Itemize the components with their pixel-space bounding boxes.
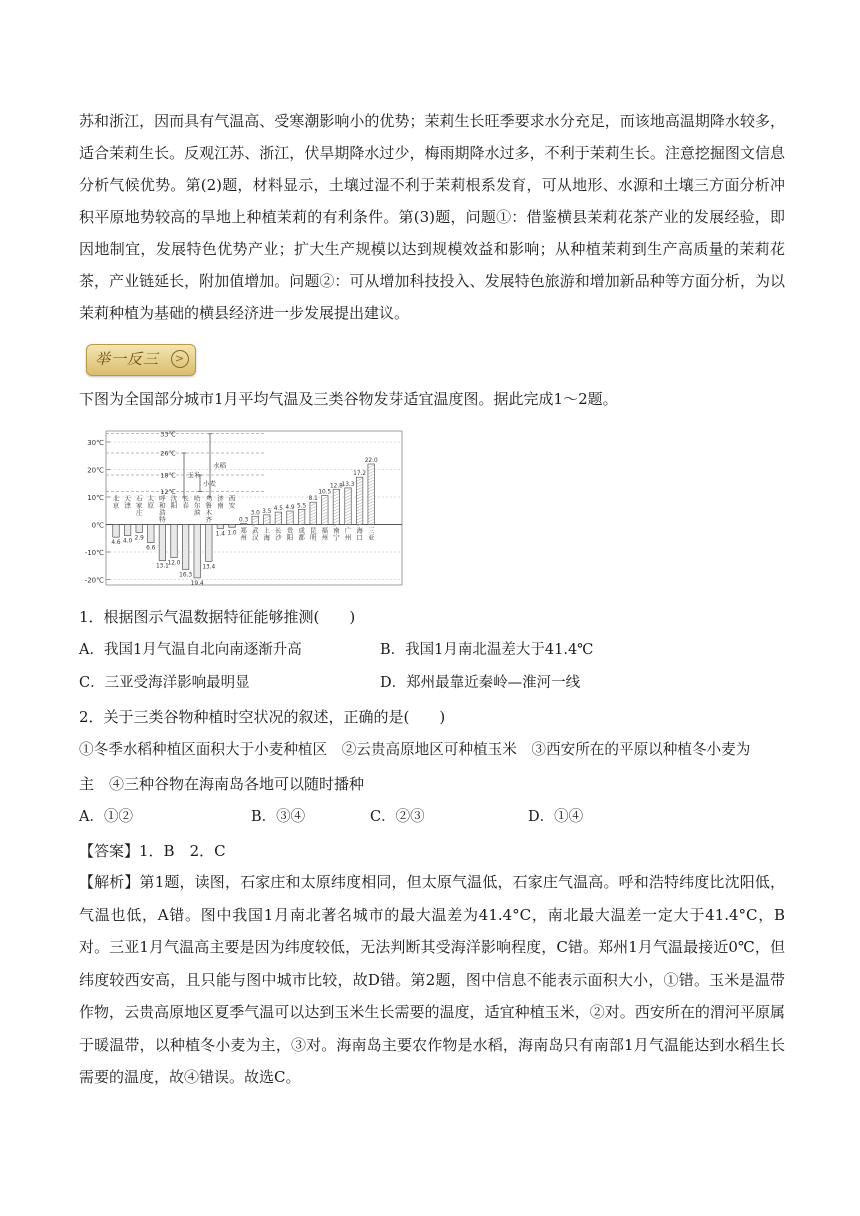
q2-option-d: D．①④ <box>528 809 584 825</box>
bar-value-label: 13.3 <box>341 481 355 488</box>
y-tick-label: 0℃ <box>91 521 104 530</box>
bar-value-label: 12.0 <box>167 560 181 567</box>
bar-value-label: 16.3 <box>179 572 193 579</box>
q2-option-b: B．③④ <box>251 809 306 825</box>
bar-value-label: 10.5 <box>318 489 332 496</box>
bar <box>217 525 224 529</box>
q1-option-d: D．郑州最靠近秦岭—淮河一线 <box>380 675 581 691</box>
section-badge <box>86 344 196 376</box>
bar-value-label: 6.6 <box>146 545 156 552</box>
q1-option-b: B．我国1月南北温差大于41.4℃ <box>380 642 594 658</box>
bar-value-label: 19.4 <box>190 580 204 587</box>
bar <box>148 525 155 543</box>
category-label: 呼和浩特 <box>159 494 166 524</box>
category-label: 海口 <box>356 526 363 542</box>
y-tick-label: 10℃ <box>87 494 104 502</box>
bar <box>229 525 236 528</box>
band-label: 小麦 <box>203 479 216 488</box>
category-label: 福州 <box>321 526 329 542</box>
y-tick-label: -20℃ <box>84 576 104 585</box>
bar-value-label: 13.4 <box>202 564 216 571</box>
category-label: 广州 <box>344 526 352 542</box>
bar-value-label: 1.4 <box>215 531 226 538</box>
category-label: 哈尔滨 <box>193 494 201 517</box>
bar-value-label: 3.0 <box>250 510 260 517</box>
q1-option-a: A．我国1月气温自北向南逐渐升高 <box>79 642 302 658</box>
bar <box>182 525 189 570</box>
bar <box>136 525 143 533</box>
band-line-label: 26℃ <box>160 449 176 458</box>
category-label: 长沙 <box>275 526 282 542</box>
bar <box>113 525 120 538</box>
q1-option-c: C．三亚受海洋影响最明显 <box>79 675 250 691</box>
q2-option-c: C．②③ <box>370 809 425 825</box>
band-line-label: 33℃ <box>160 430 176 439</box>
bar-value-label: 3.5 <box>262 508 272 515</box>
category-label: 太原 <box>147 494 155 510</box>
category-label: 济南 <box>217 494 224 510</box>
category-label: 长春 <box>182 494 189 510</box>
category-label: 成都 <box>298 526 305 542</box>
y-tick-label: 20℃ <box>87 466 104 475</box>
arrow-circle-icon: > <box>171 350 189 368</box>
bar <box>240 524 247 525</box>
question-prompt: 下图为全国部分城市1月平均气温及三类谷物发芽适宜温度图。据此完成1～2题。 <box>79 390 618 408</box>
category-label: 郑州 <box>240 526 247 542</box>
answer-line: 【答案】1．B 2．C <box>79 842 226 860</box>
bar <box>206 525 213 562</box>
bar-value-label: 4.5 <box>273 506 284 513</box>
category-label: 北京 <box>112 494 120 510</box>
bar-value-label: 4.9 <box>285 505 295 512</box>
q1-stem: 1．根据图示气温数据特征能够推测( ) <box>79 608 356 626</box>
analysis-paragraph: 【解析】第1题，读图，石家庄和太原纬度相同，但太原气温低，石家庄气温高。呼和浩特纬度比沈阳低，气温也低，A错。图中我国1月南北著名城市的最大温差为41.4°C，南北最大温差一定大于41.4°C，B对。三亚1月气温高主要是因为纬度较低，无法判断其受海洋影响程度，C错。郑州1月气温最接近0℃，但纬度较西安高，且只能与图中城市比较，故D错。第2题，图中信息不能表示面积大小，①错。玉米是温带作物，云贵高原地区夏季气温可以达到玉米生长需要的温度，适宜种植玉米，②对。西安所在的渭河平原属于暖温带，以种植冬小麦为主，③对。海南岛主要农作物是水稻，海南岛只有南部1月气温能达到水稻生长需要的温度，故④错误。故选C。 <box>79 873 785 1086</box>
badge-text: 举一反三 <box>95 350 160 368</box>
category-label: 西安 <box>228 494 236 510</box>
category-label: 贵阳 <box>286 526 294 542</box>
bar-value-label: 1.0 <box>227 530 237 537</box>
temperature-chart <box>80 427 404 590</box>
bar <box>159 525 166 561</box>
category-label: 石家庄 <box>135 494 143 517</box>
bar-value-label: 13.1 <box>155 563 169 570</box>
band-label: 水稻 <box>213 461 226 470</box>
category-label: 乌鲁木齐 <box>205 494 213 524</box>
y-tick-label: -10℃ <box>84 549 104 557</box>
bar-value-label: 5.5 <box>296 503 307 510</box>
bar <box>171 525 178 558</box>
band-line-label: 18℃ <box>160 471 176 480</box>
category-label: 天津 <box>124 494 131 510</box>
intro-paragraph: 苏和浙江，因而具有气温高、受寒潮影响小的优势；茉莉生长旺季要求水分充足，而该地高温期降水较多，适合茉莉生长。反观江苏、浙江，伏旱期降水过少，梅雨期降水过多，不利于茉莉生长。注意挖掘图文信息分析气候优势。第(2)题，材料显示，土壤过湿不利于茉莉根系发育，可从地形、水源和土壤三方面分析冲积平原地势较高的旱地上种植茉莉的有利条件。第(3)题，问题①：借鉴横县茉莉花茶产业的发展经验，即因地制宜，发展特色优势产业；扩大生产规模以达到规模效益和影响；从种植茉莉到生产高质量的茉莉花茶，产业链延长，附加值增加。问题②：可从增加科技投入、发展特色旅游和增加新品种等方面分析，为以茉莉种植为基础的横县经济进一步发展提出建议。 <box>79 112 785 322</box>
bar-value-label: 22.0 <box>364 458 378 464</box>
bar <box>124 525 131 536</box>
band-line-label: 12℃ <box>160 488 176 496</box>
bar <box>194 525 201 578</box>
category-label: 上海 <box>263 526 271 542</box>
category-label: 南宁 <box>333 526 340 542</box>
q2-statements-line2: 主 ④三种谷物在海南岛各地可以随时播种 <box>79 775 365 793</box>
category-label: 昆明 <box>309 526 317 542</box>
q2-stem: 2．关于三类谷物种植时空状况的叙述，正确的是( ) <box>79 708 446 726</box>
bar-value-label: 12.8 <box>329 483 343 490</box>
category-label: 三亚 <box>367 526 375 542</box>
q2-option-a: A．①② <box>79 809 133 825</box>
bar-value-label: 4.6 <box>111 540 121 547</box>
bar-value-label: 8.1 <box>308 496 318 503</box>
y-tick-label: 30℃ <box>87 439 104 447</box>
bar-value-label: 17.2 <box>353 471 367 478</box>
bar-value-label: 2.9 <box>134 535 144 542</box>
category-label: 武汉 <box>251 526 259 542</box>
chart-svg <box>80 427 404 590</box>
bar-value-label: 4.0 <box>122 538 133 545</box>
band-label: 玉米 <box>187 471 200 479</box>
bar-value-label: 0.3 <box>238 517 249 524</box>
q2-statements-line1: ①冬季水稻种植区面积大于小麦种植区 ②云贵高原地区可种植玉米 ③西安所在的平原以种植冬小麦为 <box>79 741 751 758</box>
category-label: 沈阳 <box>170 494 178 510</box>
